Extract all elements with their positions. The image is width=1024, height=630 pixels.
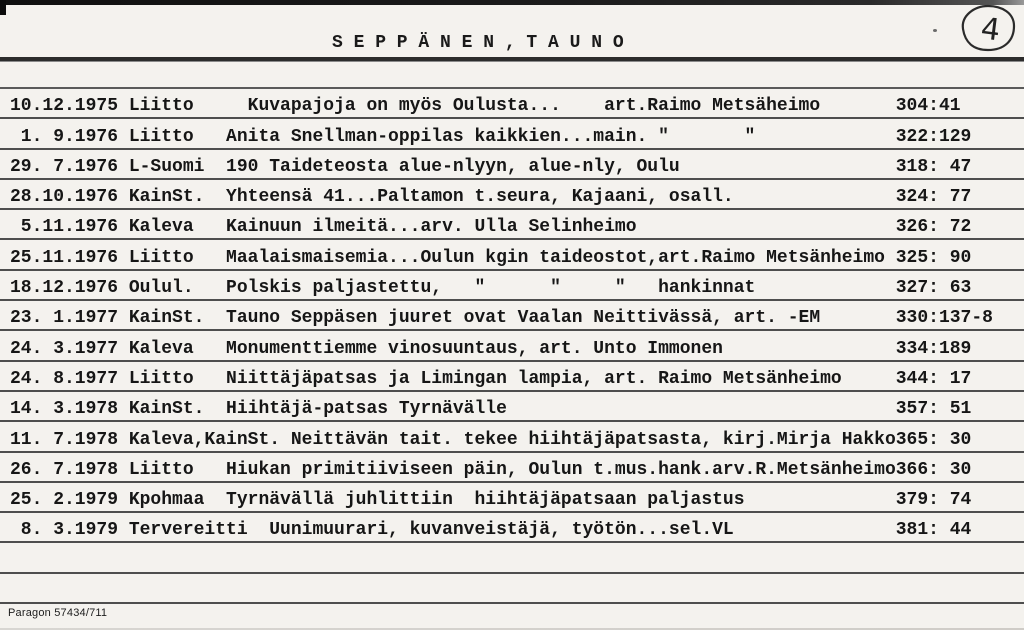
table-row	[0, 240, 1024, 270]
entry-line: 11. 7.1978 Kaleva,KainSt. Neittävän tait. tekee hiihtäjäpatsasta, kirj.Mirja Hakko365: 30	[10, 429, 972, 450]
entry-line: 18.12.1976 Oulul. Polskis paljastettu, " " " hankinnat 327: 63	[10, 278, 972, 299]
entry-line: 26. 7.1978 Liitto Hiukan primitiiviseen päin, Oulun t.mus.hank.arv.R.Metsänheimo366: 30	[10, 459, 972, 480]
scan-edge-top	[0, 0, 1024, 5]
entry-line: 28.10.1976 KainSt. Yhteensä 41...Paltamon t.seura, Kajaani, osall. 324: 77	[10, 187, 972, 208]
table-row	[0, 301, 1024, 331]
entry-line: 24. 8.1977 Liitto Niittäjäpatsas ja Limingan lampia, art. Raimo Metsänheimo 344: 17	[10, 368, 972, 389]
page-number: 4	[978, 11, 1003, 49]
table-row	[0, 513, 1024, 543]
page-number-badge	[955, 2, 1023, 56]
table-row	[0, 483, 1024, 513]
table-row	[0, 150, 1024, 180]
entry-line: 23. 1.1977 KainSt. Tauno Seppäsen juuret ovat Vaalan Neittivässä, art. -EM 330:137-8	[10, 308, 993, 329]
entry-line: 5.11.1976 Kaleva Kainuun ilmeitä...arv. Ulla Selinheimo 326: 72	[10, 217, 972, 238]
footer-imprint: Paragon 57434/711	[8, 607, 108, 619]
table-row	[0, 119, 1024, 149]
table-row	[0, 574, 1024, 604]
entry-line: 25.11.1976 Liitto Maalaismaisemia...Oulun kgin taideostot,art.Raimo Metsänheimo 325: 90	[10, 247, 972, 268]
table-row	[0, 331, 1024, 361]
table-row	[0, 362, 1024, 392]
entry-list	[0, 89, 1024, 604]
circled-number-drawing	[955, 2, 1023, 56]
table-row	[0, 89, 1024, 119]
table-row	[0, 210, 1024, 240]
entry-line: 29. 7.1976 L-Suomi 190 Taideteosta alue-nlyyn, alue-nly, Oulu 318: 47	[10, 156, 972, 177]
header-rule-thick	[0, 57, 1024, 61]
entry-line: 24. 3.1977 Kaleva Monumenttiemme vinosuuntaus, art. Unto Immonen 334:189	[10, 338, 972, 359]
table-row	[0, 543, 1024, 573]
entry-line: 8. 3.1979 Tervereitti Uunimuurari, kuvanveistäjä, työtön...sel.VL 381: 44	[10, 520, 972, 541]
entry-line: 25. 2.1979 Kpohmaa Tyrnävällä juhlittiin hiihtäjäpatsaan paljastus 379: 74	[10, 490, 972, 511]
page-title: S E P P Ä N E N , T A U N O	[332, 33, 624, 53]
scan-edge-corner	[0, 0, 6, 15]
table-row	[0, 180, 1024, 210]
ink-speck	[933, 29, 937, 32]
entry-line: 14. 3.1978 KainSt. Hiihtäjä-patsas Tyrnävälle 357: 51	[10, 399, 972, 420]
entry-line: 10.12.1975 Liitto Kuvapajoja on myös Oulusta... art.Raimo Metsäheimo 304:41	[10, 96, 961, 117]
table-row	[0, 271, 1024, 301]
table-row	[0, 453, 1024, 483]
table-row	[0, 422, 1024, 452]
table-row	[0, 392, 1024, 422]
entry-line: 1. 9.1976 Liitto Anita Snellman-oppilas kaikkien...main. " " 322:129	[10, 126, 972, 147]
